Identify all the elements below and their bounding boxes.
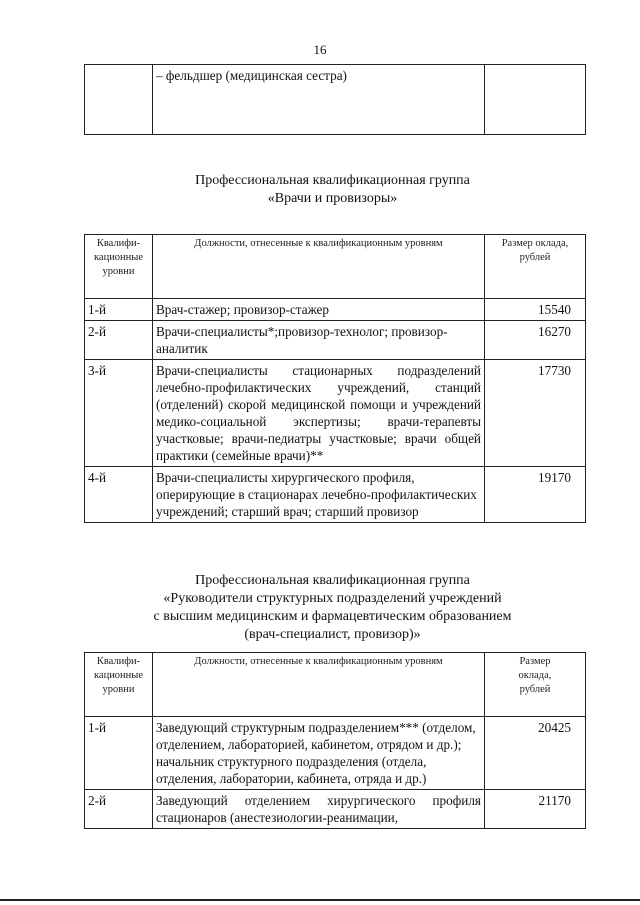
header-level-line: Квалифи- bbox=[96, 238, 141, 249]
header-salary-line: Размер bbox=[519, 656, 551, 667]
page-number: 16 bbox=[313, 42, 327, 57]
group1-heading-line: «Врачи и провизоры» bbox=[267, 191, 398, 206]
salary-cell: 17730 bbox=[485, 360, 586, 467]
level-cell: 4-й bbox=[85, 467, 153, 523]
continuation-text-cell bbox=[153, 65, 485, 135]
header-level-line: уровни bbox=[102, 266, 135, 277]
table-row bbox=[85, 467, 586, 523]
header-salary bbox=[485, 653, 586, 717]
group2-heading-line: (врач-специалист, провизор)» bbox=[244, 627, 421, 642]
group2-heading-line: с высшим медицинским и фармацевтическим образованием bbox=[153, 609, 512, 624]
level-cell: 3-й bbox=[85, 360, 153, 467]
header-salary-line: рублей bbox=[519, 252, 551, 263]
group2-heading-line: Профессиональная квалификационная группа bbox=[195, 573, 470, 588]
continuation-level-cell bbox=[85, 65, 153, 135]
header-level-line: уровни bbox=[102, 684, 135, 695]
page-bottom-edge bbox=[0, 899, 640, 901]
header-salary-line: оклада, bbox=[518, 670, 552, 681]
continuation-table bbox=[84, 64, 586, 135]
group2-heading-line: «Руководители структурных подразделений учреждений bbox=[163, 591, 502, 606]
salary-cell: 15540 bbox=[485, 299, 586, 321]
positions-cell: Врачи-специалисты стационарных подразделений лечебно-профилактических учреждений, станций (отделений) скорой медицинской помощи и учреждений медико-социальной экспертизы; врачи-терапевты участковые; врачи-педиатры участковые; врачи общей практики (семейные врачи)** bbox=[153, 360, 485, 467]
header-positions bbox=[153, 235, 485, 299]
group2-table bbox=[84, 652, 586, 829]
header-salary-line: Размер оклада, bbox=[501, 238, 569, 249]
table-row bbox=[85, 360, 586, 467]
header-level bbox=[85, 235, 153, 299]
salary-cell: 19170 bbox=[485, 467, 586, 523]
positions-cell: Врачи-специалисты*;провизор-технолог; провизор-аналитик bbox=[153, 321, 485, 360]
group1-heading bbox=[80, 172, 585, 208]
level-cell: 2-й bbox=[85, 321, 153, 360]
level-cell: 1-й bbox=[85, 299, 153, 321]
group1-heading-line: Профессиональная квалификационная группа bbox=[195, 173, 470, 188]
positions-cell: Заведующий отделением хирургического профиля стационаров (анестезиологии-реанимации, bbox=[153, 790, 485, 829]
group1-table bbox=[84, 234, 586, 523]
continuation-salary-cell bbox=[485, 65, 586, 135]
header-level bbox=[85, 653, 153, 717]
header-level-line: кационные bbox=[93, 670, 144, 681]
header-positions-label: Должности, отнесенные к квалификационным уровням bbox=[194, 238, 443, 249]
salary-cell: 21170 bbox=[485, 790, 586, 829]
level-cell: 2-й bbox=[85, 790, 153, 829]
salary-cell: 20425 bbox=[485, 717, 586, 790]
positions-cell: Врачи-специалисты хирургического профиля, оперирующие в стационарах лечебно-профилактических учреждений; старший врач; старший провизор bbox=[153, 467, 485, 523]
positions-cell: Врач-стажер; провизор-стажер bbox=[153, 299, 485, 321]
table-row bbox=[85, 717, 586, 790]
continuation-text: – фельдшер (медицинская сестра) bbox=[156, 68, 347, 83]
header-positions-label: Должности, отнесенные к квалификационным уровням bbox=[194, 656, 443, 667]
header-salary-line: рублей bbox=[519, 684, 551, 695]
header-positions bbox=[153, 653, 485, 717]
group2-heading bbox=[80, 572, 585, 644]
table-row bbox=[85, 299, 586, 321]
table-row bbox=[85, 321, 586, 360]
positions-cell: Заведующий структурным подразделением*** (отделом, отделением, лабораторией, кабинетом, отрядом и др.); начальник структурного подразделения (отдела, отделения, лаборатории, кабинета, отряда и др.) bbox=[153, 717, 485, 790]
header-level-line: Квалифи- bbox=[96, 656, 141, 667]
table-row bbox=[85, 790, 586, 829]
header-salary bbox=[485, 235, 586, 299]
level-cell: 1-й bbox=[85, 717, 153, 790]
salary-cell: 16270 bbox=[485, 321, 586, 360]
header-level-line: кационные bbox=[93, 252, 144, 263]
